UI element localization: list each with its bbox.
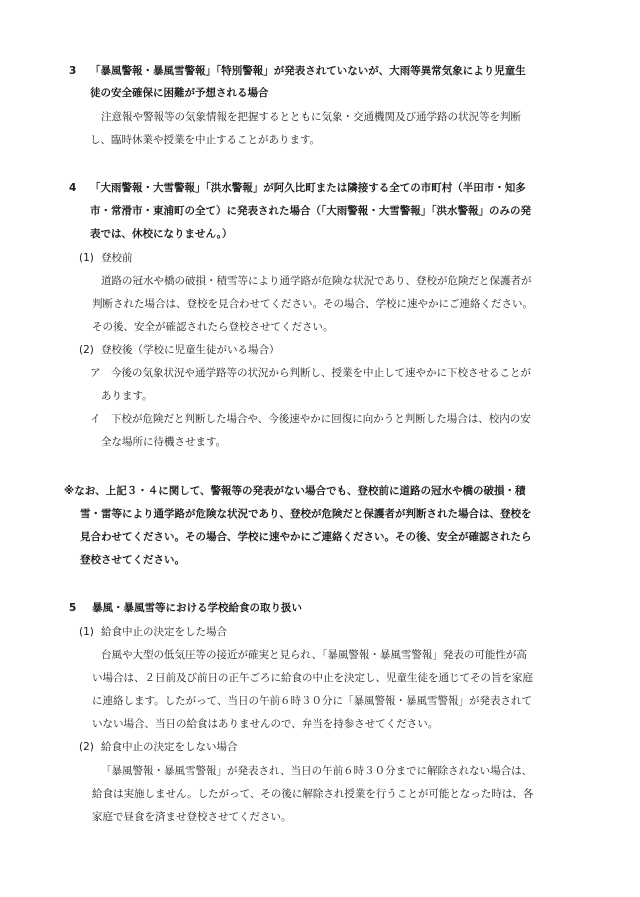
section-5-sub-1-line-2: い場合は、２日前及び前日の正午ごろに給食の中止を決定し、児童生徒を通じてその旨を家庭 [92,672,533,684]
section-3-title-line-2: 徒の安全確保に困難が予想される場合 [90,87,269,99]
section-5-sub-1-line-4: いない場合、当日の給食はありませんので、弁当を持参させてください。 [92,718,439,730]
section-3-number: 3 [69,65,77,77]
section-5-sub-1-label: (1) [79,626,94,638]
section-3-body-line-1: 注意報や警報等の気象情報を把握するとともに気象・交通機関及び通学路の状況等を判断 [101,111,521,123]
section-5-number: 5 [69,602,77,614]
section-4-sub-2-label: (2) [79,344,94,356]
section-3-body-line-2: し、臨時休業や授業を中止することがあります。 [90,134,321,146]
section-5-title: 暴風・暴風雪等における学校給食の取り扱い [92,602,302,614]
section-4-item-i-line-1: 下校が危険だと判断した場合や、今後速やかに回復に向かうと判断した場合は、校内の安 [111,413,531,425]
section-4-sub-2-title: 登校後（学校に児童生徒がいる場合） [101,344,280,356]
section-4-sub-1-line-1: 道路の冠水や橋の破損・積雪等により通学路が危険な状況であり、登校が危険だと保護者が [101,275,532,287]
section-4-item-a-line-1: 今後の気象状況や通学路等の状況から判断し、授業を中止して速やかに下校させることが [111,367,531,379]
note-line-1: ※なお、上記３・４に関して、警報等の発表がない場合でも、登校前に道路の冠水や橋の破損・積 [64,485,526,497]
note-line-4: 登校させてください。 [80,554,185,566]
section-4-number: 4 [69,182,77,194]
section-4-sub-1-line-3: その後、安全が確認されたら登校させてください。 [92,321,334,333]
note-line-2: 雪・雷等により通学路が危険な状況であり、登校が危険だと保護者が判断された場合は、登校を [80,508,532,520]
section-4-sub-1-title: 登校前 [101,252,133,264]
section-5-sub-2-title: 給食中止の決定をしない場合 [101,741,238,753]
section-5-sub-1-line-3: に連絡します。したがって、当日の午前６時３０分に「暴風警報・暴風雪警報」が発表されて [92,695,532,707]
section-5-sub-1-line-1: 台風や大型の低気圧等の接近が確実と見られ、「暴風警報・暴風雪警報」発表の可能性が高 [101,649,527,661]
section-4-item-a-line-2: あります。 [101,390,153,402]
section-4-title-line-3: 表では、休校になりません。） [90,228,233,240]
section-5-sub-2-label: (2) [79,741,94,753]
section-4-item-a-label: ア [90,367,101,379]
section-4-sub-1-line-2: 判断された場合は、登校を見合わせてください。その場合、学校に速やかにご連絡ください。 [92,298,533,310]
section-4-item-i-line-2: 全な場所に待機させます。 [101,436,227,448]
note-line-3: 見合わせてください。その場合、学校に速やかにご連絡ください。その後、安全が確認されたら [80,531,532,543]
section-4-title-line-1: 「大雨警報・大雪警報」「洪水警報」が阿久比町または隣接する全ての市町村（半田市・知多 [90,182,526,194]
section-4-sub-1-label: (1) [79,252,94,264]
section-5-sub-2-line-1: 「暴風警報・暴風雪警報」が発表され、当日の午前６時３０分までに解除されない場合は、 [101,765,533,777]
section-3-title-line-1: 「暴風警報・暴風雪警報」「特別警報」が発表されていないが、大雨等異常気象により児童生 [90,65,526,77]
section-5-sub-1-title: 給食中止の決定をした場合 [101,626,227,638]
section-4-item-i-label: イ [90,413,101,425]
section-5-sub-2-line-3: 家庭で昼食を済ませ登校させてください。 [92,811,292,823]
section-5-sub-2-line-2: 給食は実施しません。したがって、その後に解除され授業を行うことが可能となった時は、各 [92,788,534,800]
section-4-title-line-2: 市・常滑市・東浦町の全て）に発表された場合（「大雨警報・大雪警報」「洪水警報」のみの発 [90,205,531,217]
